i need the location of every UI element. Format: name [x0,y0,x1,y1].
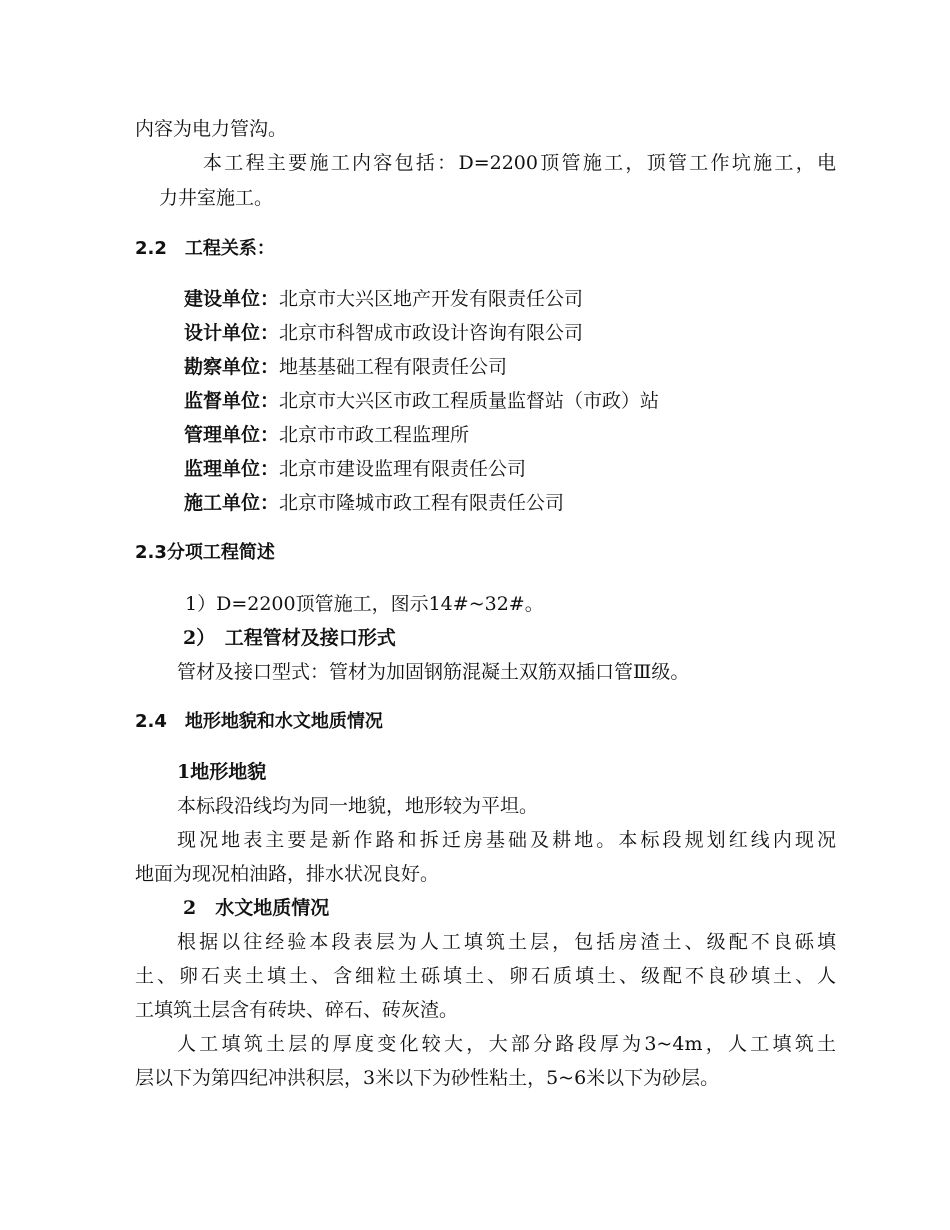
intro-line-2: 本工程主要施工内容包括：D=2200顶管施工，顶管工作坑施工，电 [203,152,836,174]
relation-label: 建设单位： [184,288,280,310]
relation-row [184,422,469,448]
relation-value: 地基基础工程有限责任公司 [279,356,508,378]
relation-label: 勘察单位： [184,356,280,378]
relation-value: 北京市科智成市政设计咨询有限公司 [279,322,584,344]
subsection-item-2-heading: 2） 工程管材及接口形式 [183,627,396,649]
relation-row [184,490,564,516]
section-2-2-heading: 2.2 工程关系： [135,238,275,259]
relation-row [184,388,659,414]
paragraph-hydro-2-line-2: 层以下为第四纪冲洪积层，3米以下为砂性粘土，5~6米以下为砂层。 [135,1067,720,1089]
subheading-hydrogeology: 2 水文地质情况 [183,897,330,919]
relation-label: 监督单位： [184,390,280,412]
subsection-item-1: 1）D=2200顶管施工，图示14#~32#。 [185,593,544,615]
relation-label: 管理单位： [184,424,280,446]
paragraph-terrain-2-line-2: 地面为现况柏油路，排水状况良好。 [135,863,440,885]
intro-line-1: 内容为电力管沟。 [135,118,288,140]
intro-line-3: 力井室施工。 [159,187,274,209]
relation-value: 北京市建设监理有限责任公司 [279,458,527,480]
subheading-terrain: 1地形地貌 [177,761,267,783]
paragraph-terrain-2-line-1: 现况地表主要是新作路和拆迁房基础及耕地。本标段规划红线内现况 [177,829,836,851]
relation-row [184,286,583,312]
paragraph-hydro-1-line-2: 土、卵石夹土填土、含细粒土砾填土、卵石质填土、级配不良砂填土、人 [135,965,836,987]
relation-row [184,456,526,482]
relation-label: 设计单位： [184,322,280,344]
relation-value: 北京市大兴区地产开发有限责任公司 [279,288,584,310]
relation-label: 施工单位： [184,492,280,514]
paragraph-hydro-1-line-3: 工填筑土层含有砖块、碎石、砖灰渣。 [135,999,459,1021]
relation-value: 北京市大兴区市政工程质量监督站（市政）站 [279,390,660,412]
relation-value: 北京市市政工程监理所 [279,424,470,446]
paragraph-hydro-1-line-1: 根据以往经验本段表层为人工填筑土层，包括房渣土、级配不良砾填 [177,931,836,953]
section-2-3-heading: 2.3分项工程简述 [135,542,275,563]
section-2-4-heading: 2.4 地形地貌和水文地质情况 [135,711,383,732]
relation-value: 北京市隆城市政工程有限责任公司 [279,492,565,514]
relation-label: 监理单位： [184,458,280,480]
subsection-item-2-text: 管材及接口型式：管材为加固钢筋混凝土双筋双插口管Ⅲ级。 [177,661,690,683]
paragraph-terrain-1: 本标段沿线均为同一地貌，地形较为平坦。 [177,795,539,817]
relation-row [184,354,507,380]
paragraph-hydro-2-line-1: 人工填筑土层的厚度变化较大，大部分路段厚为3~4m，人工填筑土 [177,1033,836,1055]
relation-row [184,320,583,346]
